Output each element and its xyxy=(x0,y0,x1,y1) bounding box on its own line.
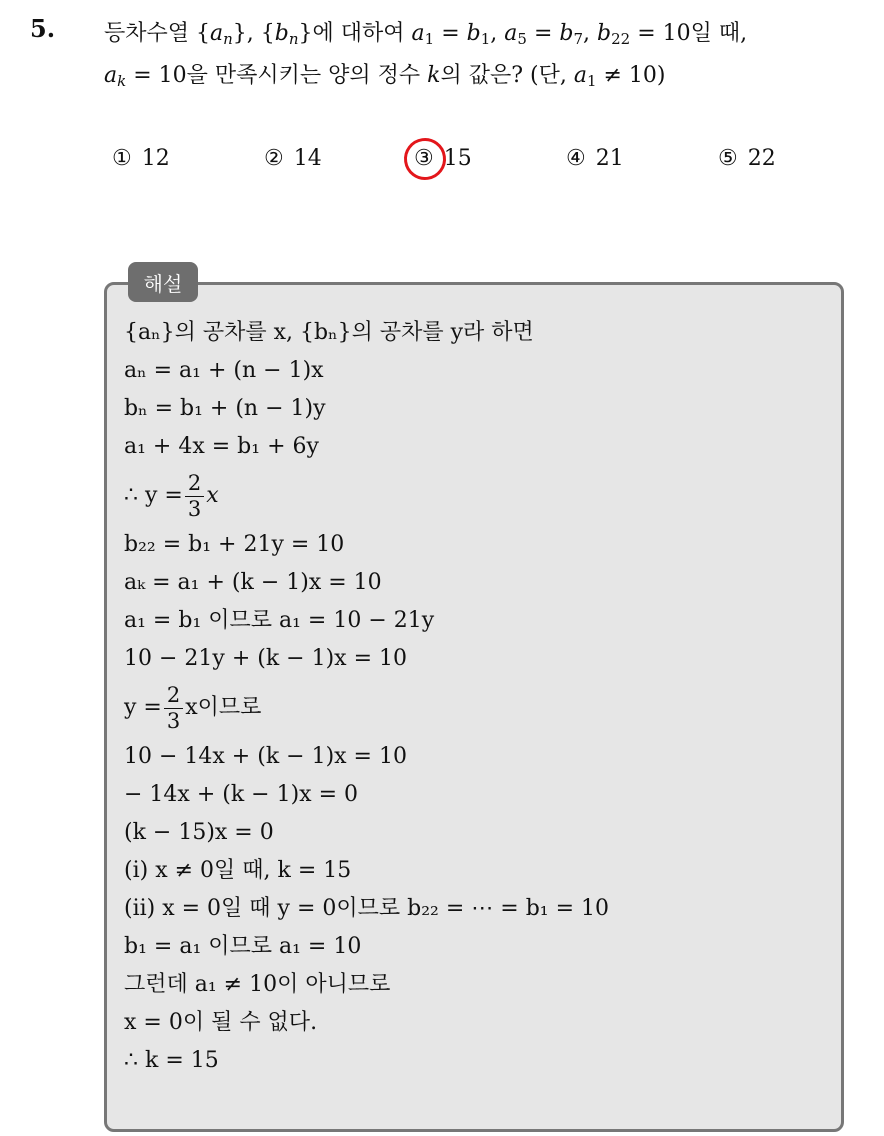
solution-line: aₖ = a₁ + (k − 1)x = 10 xyxy=(124,570,382,595)
solution-line: ∴ k = 15 xyxy=(124,1048,219,1073)
choice-5[interactable]: ⑤ 22 xyxy=(718,146,776,171)
solution-line: 10 − 21y + (k − 1)x = 10 xyxy=(124,646,407,671)
solution-body xyxy=(124,314,824,1080)
solution-line: a₁ + 4x = b₁ + 6y xyxy=(124,434,319,459)
solution-line: (ii) x = 0일 때 y = 0이므로 b₂₂ = ⋯ = b₁ = 10 xyxy=(124,896,610,921)
question-line-2: $a_k = 10$을 만족시키는 양의 정수 k의 값은? (단, $a_1 \ne 10$) xyxy=(104,63,666,90)
solution-line: x = 0이 될 수 없다. xyxy=(124,1010,318,1035)
choice-3[interactable]: ③ 15 xyxy=(414,146,472,171)
solution-line: b₁ = a₁ 이므로 a₁ = 10 xyxy=(124,934,362,959)
solution-line: {aₙ}의 공차를 x, {bₙ}의 공차를 y라 하면 xyxy=(124,320,534,345)
choice-1[interactable]: ① 12 xyxy=(112,146,170,171)
choice-2[interactable]: ② 14 xyxy=(264,146,322,171)
fraction: $\frac{2}{3}$ xyxy=(164,685,183,732)
choice-4[interactable]: ④ 21 xyxy=(566,146,624,171)
solution-line: a₁ = b₁ 이므로 a₁ = 10 − 21y xyxy=(124,608,435,633)
solution-line: 10 − 14x + (k − 1)x = 10 xyxy=(124,744,407,769)
solution-line: 그런데 a₁ ≠ 10이 아니므로 xyxy=(124,972,391,997)
solution-line-fraction: ∴ y = $\frac{2}{3}$ x xyxy=(124,470,219,521)
solution-line: aₙ = a₁ + (n − 1)x xyxy=(124,358,324,383)
solution-line: bₙ = b₁ + (n − 1)y xyxy=(124,396,326,421)
question-number: 5. xyxy=(30,14,56,43)
solution-line: − 14x + (k − 1)x = 0 xyxy=(124,782,358,807)
solution-tag: 해설 xyxy=(128,262,198,302)
question-line-1: 등차수열 $\{a_n\}$, $\{b_n\}$에 대하여 $a_1 = b_1$, $a_5 = b_7$, $b_{22} = 10$일 때, xyxy=(104,21,748,48)
solution-line: b₂₂ = b₁ + 21y = 10 xyxy=(124,532,345,557)
solution-line: (i) x ≠ 0일 때, k = 15 xyxy=(124,858,352,883)
solution-line: (k − 15)x = 0 xyxy=(124,820,274,845)
fraction: $\frac{2}{3}$ xyxy=(185,473,204,520)
solution-line-fraction: y = $\frac{2}{3}$ x이므로 xyxy=(124,682,262,733)
